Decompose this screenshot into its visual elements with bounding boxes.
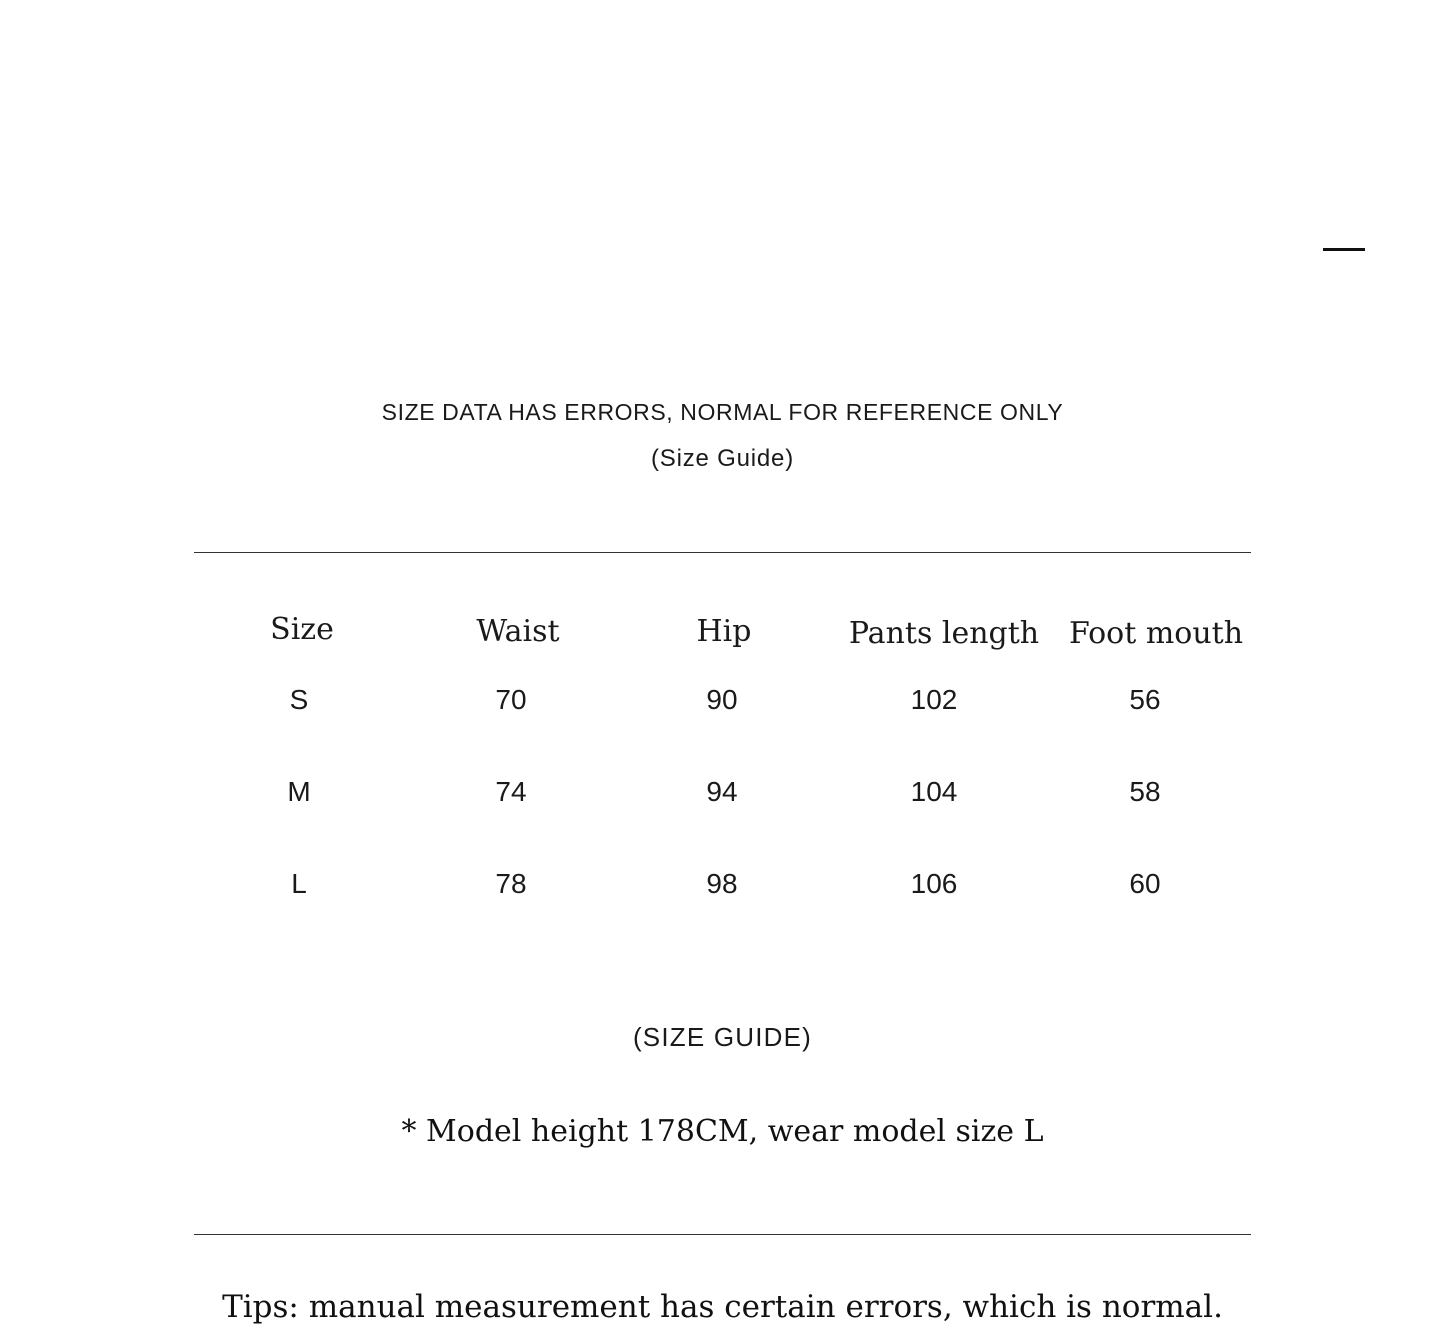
table-cell: S [289,684,309,715]
tips-note: Tips: manual measurement has certain errors, which is normal. [222,1289,1223,1325]
size-guide-subtitle: (Size Guide) [651,445,794,472]
size-disclaimer-title: SIZE DATA HAS ERRORS, NORMAL FOR REFERENCE ONLY [381,399,1064,425]
table-cell: 94 [706,776,738,807]
table-cell: 60 [1129,868,1161,899]
size-guide-label: (SIZE GUIDE) [632,1022,813,1052]
table-cell: 102 [910,684,958,715]
table-cell: 56 [1129,684,1161,715]
table-cell: M [287,776,311,807]
column-header-size: Size [270,612,334,647]
top-divider [194,552,1251,553]
table-cell: 78 [495,868,527,899]
column-header-pants-length: Pants length [848,616,1040,651]
table-cell: 58 [1129,776,1161,807]
minus-icon [1323,248,1365,251]
column-header-hip: Hip [696,614,752,649]
table-cell: 90 [706,684,738,715]
table-cell: 106 [910,868,958,899]
column-header-foot-mouth: Foot mouth [1068,616,1244,651]
bottom-divider [194,1234,1251,1235]
column-header-waist: Waist [476,614,560,649]
table-cell: L [291,868,307,899]
table-cell: 104 [910,776,958,807]
model-note: * Model height 178CM, wear model size L [401,1114,1044,1149]
table-cell: 70 [495,684,527,715]
table-cell: 74 [495,776,527,807]
table-cell: 98 [706,868,738,899]
